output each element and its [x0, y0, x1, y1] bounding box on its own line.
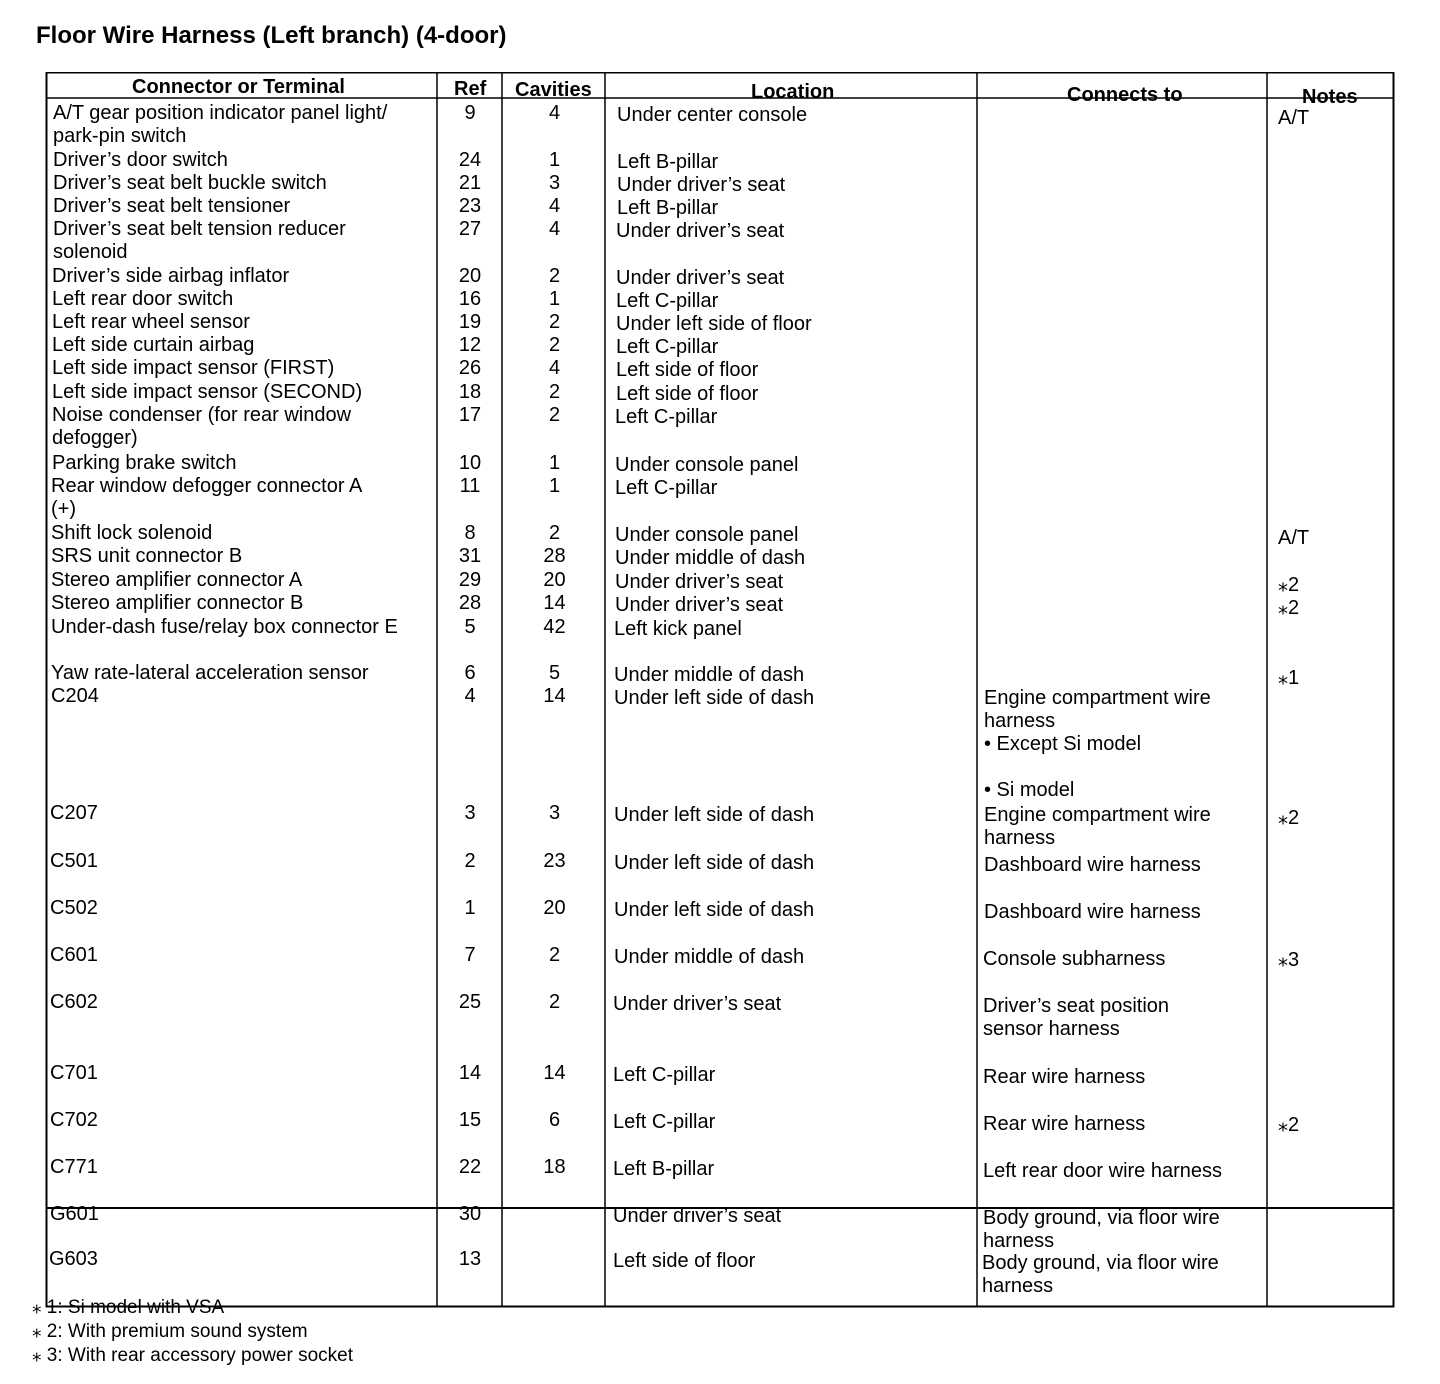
ref-cell: 8 — [464, 522, 476, 544]
connector-cell: Yaw rate-lateral acceleration sensor — [51, 662, 369, 684]
location-cell: Left C-pillar — [615, 406, 718, 428]
connector-cell: Left side impact sensor (FIRST) — [52, 357, 335, 379]
ref-cell: 11 — [459, 475, 481, 497]
ref-cell: 31 — [458, 545, 482, 567]
cavities-cell: 2 — [548, 991, 561, 1013]
location-cell: Left side of floor — [616, 359, 759, 381]
ref-cell: 9 — [464, 102, 476, 124]
connects-to-cell: sensor harness — [983, 1018, 1120, 1040]
location-cell: Left C-pillar — [615, 477, 718, 499]
connector-cell: Driver’s seat belt tension reducer — [53, 218, 346, 240]
cavities-cell: 4 — [548, 102, 561, 124]
ref-cell: 15 — [458, 1109, 482, 1131]
location-cell: Left kick panel — [614, 618, 742, 640]
location-cell: Left C-pillar — [616, 336, 719, 358]
connector-cell: C204 — [51, 685, 99, 707]
location-cell: Under center console — [617, 104, 808, 126]
location-cell: Left side of floor — [613, 1250, 756, 1272]
header-location: Location — [751, 81, 835, 103]
cavities-cell: 3 — [548, 802, 561, 824]
cavities-cell: 1 — [548, 288, 561, 310]
ref-cell: 1 — [464, 897, 476, 919]
notes-cell: ⁎3 — [1278, 949, 1300, 971]
connector-cell: Driver’s door switch — [53, 149, 228, 171]
header-connects-to: Connects to — [1067, 84, 1183, 106]
location-cell: Under driver’s seat — [615, 594, 784, 616]
cavities-cell: 2 — [548, 944, 561, 966]
connector-cell: C207 — [50, 802, 98, 824]
connects-to-cell: Rear wire harness — [983, 1113, 1146, 1135]
ref-cell: 4 — [464, 685, 476, 707]
connector-cell: G603 — [49, 1248, 98, 1270]
location-cell: Under driver’s seat — [616, 220, 785, 242]
connector-cell: C602 — [50, 991, 98, 1013]
ref-cell: 29 — [458, 569, 482, 591]
location-cell: Under driver’s seat — [616, 267, 785, 289]
ref-cell: 6 — [464, 662, 476, 684]
footnotes — [32, 1296, 353, 1368]
cavities-cell: 18 — [543, 1156, 566, 1178]
connector-cell: Stereo amplifier connector A — [51, 569, 303, 591]
notes-cell: ⁎2 — [1278, 574, 1300, 596]
cavities-cell: 1 — [548, 475, 561, 497]
notes-cell: ⁎2 — [1278, 597, 1300, 619]
cavities-cell: 42 — [543, 616, 566, 638]
ref-cell: 5 — [464, 616, 476, 638]
cavities-cell: 2 — [548, 311, 561, 333]
cavities-cell: 14 — [543, 592, 566, 614]
ref-cell: 24 — [458, 149, 482, 171]
connector-cell: Shift lock solenoid — [51, 522, 213, 544]
cavities-cell: 1 — [548, 452, 561, 474]
location-cell: Under middle of dash — [614, 946, 805, 968]
location-cell: Under driver’s seat — [615, 571, 784, 593]
connector-cell: C701 — [50, 1062, 98, 1084]
cavities-cell: 2 — [548, 334, 561, 356]
connector-cell: SRS unit connector B — [51, 545, 243, 567]
connects-to-cell: Engine compartment wire — [984, 687, 1211, 709]
header-notes: Notes — [1302, 86, 1358, 108]
location-cell: Under left side of floor — [616, 313, 812, 335]
ref-cell: 13 — [458, 1248, 482, 1270]
connects-to-cell: Engine compartment wire — [984, 804, 1211, 826]
connector-cell: Driver’s seat belt buckle switch — [53, 172, 327, 194]
location-cell: Under middle of dash — [615, 547, 806, 569]
ref-cell: 21 — [458, 172, 482, 194]
ref-cell: 17 — [458, 404, 482, 426]
location-cell: Under left side of dash — [614, 687, 815, 709]
cavities-cell: 28 — [543, 545, 566, 567]
header-connector: Connector or Terminal — [132, 76, 345, 98]
cavities-cell: 20 — [543, 569, 566, 591]
location-cell: Under driver’s seat — [613, 993, 782, 1015]
header-cavities: Cavities — [515, 79, 592, 101]
ref-cell: 23 — [458, 195, 482, 217]
connector-cell: Under-dash fuse/relay box connector E — [51, 616, 398, 638]
location-cell: Under left side of dash — [614, 852, 815, 874]
cavities-cell: 3 — [548, 172, 561, 194]
cavities-cell: 20 — [543, 897, 566, 919]
location-cell: Left C-pillar — [613, 1111, 716, 1133]
connector-cell: Left rear door switch — [52, 288, 234, 310]
cavities-cell: 4 — [548, 218, 561, 240]
cavities-cell: 2 — [548, 265, 561, 287]
notes-cell: ⁎2 — [1278, 807, 1300, 829]
connector-cell: Left rear wheel sensor — [52, 311, 250, 333]
connects-to-cell: Console subharness — [983, 948, 1166, 970]
location-cell: Under middle of dash — [614, 664, 805, 686]
ref-cell: 14 — [458, 1062, 482, 1084]
cavities-cell: 14 — [543, 685, 566, 707]
connector-cell: C771 — [50, 1156, 98, 1178]
connects-to-cell: harness — [982, 1275, 1054, 1297]
connector-cell: Noise condenser (for rear window — [52, 404, 352, 426]
connects-to-cell: Left rear door wire harness — [983, 1160, 1223, 1182]
cavities-cell: 2 — [548, 404, 561, 426]
connects-to-cell: Dashboard wire harness — [984, 901, 1201, 923]
connects-to-cell: Driver’s seat position — [983, 995, 1170, 1017]
notes-cell: A/T — [1278, 527, 1310, 549]
connector-cell: Rear window defogger connector A — [51, 475, 363, 497]
cavities-cell: 6 — [548, 1109, 561, 1131]
connector-cell: Driver’s side airbag inflator — [52, 265, 290, 287]
ref-cell: 27 — [458, 218, 482, 240]
page-title: Floor Wire Harness (Left branch) (4-door) — [36, 22, 507, 49]
location-cell: Left side of floor — [616, 383, 759, 405]
connects-to-cell: Rear wire harness — [983, 1066, 1146, 1088]
cavities-cell: 1 — [548, 149, 561, 171]
cavities-cell: 2 — [548, 381, 561, 403]
cavities-cell: 2 — [548, 522, 561, 544]
location-cell: Left B-pillar — [617, 151, 719, 173]
connects-to-cell: • Except Si model — [984, 733, 1142, 755]
ref-cell: 18 — [458, 381, 482, 403]
connector-cell: park-pin switch — [53, 125, 187, 147]
ref-cell: 20 — [458, 265, 482, 287]
ref-cell: 28 — [458, 592, 482, 614]
ref-cell: 19 — [458, 311, 482, 333]
connector-cell: A/T gear position indicator panel light/ — [53, 102, 388, 124]
cavities-cell: 23 — [543, 850, 566, 872]
connector-cell: C501 — [50, 850, 98, 872]
cavities-cell: 14 — [543, 1062, 566, 1084]
connector-cell: solenoid — [53, 241, 128, 263]
cavities-cell: 4 — [548, 357, 561, 379]
connects-to-cell: harness — [984, 710, 1056, 732]
footnote: ⁎ 2: With premium sound system — [32, 1321, 308, 1342]
location-cell: Under left side of dash — [614, 804, 815, 826]
connects-to-cell: harness — [983, 1230, 1055, 1252]
ref-cell: 12 — [458, 334, 482, 356]
connector-cell: defogger) — [52, 427, 138, 449]
cavities-cell: 4 — [548, 195, 561, 217]
ref-cell: 16 — [458, 288, 482, 310]
ref-cell: 7 — [464, 944, 476, 966]
location-cell: Under left side of dash — [614, 899, 815, 921]
footnote: ⁎ 1: Si model with VSA — [32, 1297, 225, 1318]
location-cell: Left C-pillar — [613, 1064, 716, 1086]
ref-cell: 30 — [458, 1203, 482, 1225]
location-cell: Left B-pillar — [613, 1158, 715, 1180]
harness-table — [37, 72, 1395, 1308]
ref-cell: 10 — [458, 452, 482, 474]
connector-cell: C601 — [50, 944, 98, 966]
connects-to-cell: • Si model — [984, 779, 1075, 801]
location-cell: Under console panel — [615, 524, 799, 546]
location-cell: Under driver’s seat — [613, 1205, 782, 1227]
connector-cell: C702 — [50, 1109, 98, 1131]
connector-cell: C502 — [50, 897, 98, 919]
connects-to-cell: Body ground, via floor wire — [983, 1207, 1220, 1229]
notes-cell: ⁎2 — [1278, 1114, 1300, 1136]
connects-to-cell: Body ground, via floor wire — [982, 1252, 1219, 1274]
notes-cell: ⁎1 — [1278, 667, 1300, 689]
connector-cell: Stereo amplifier connector B — [51, 592, 304, 614]
location-cell: Under driver’s seat — [617, 174, 786, 196]
connector-cell: Driver’s seat belt tensioner — [53, 195, 291, 217]
ref-cell: 3 — [464, 802, 476, 824]
location-cell: Left C-pillar — [616, 290, 719, 312]
header-ref: Ref — [454, 78, 487, 100]
location-cell: Under console panel — [615, 454, 799, 476]
connector-cell: Parking brake switch — [52, 452, 237, 474]
connector-cell: G601 — [50, 1203, 99, 1225]
connector-cell: Left side curtain airbag — [52, 334, 255, 356]
ref-cell: 26 — [458, 357, 482, 379]
notes-cell: A/T — [1278, 107, 1310, 129]
connector-cell: (+) — [51, 498, 76, 520]
ref-cell: 22 — [458, 1156, 482, 1178]
connector-cell: Left side impact sensor (SECOND) — [52, 381, 363, 403]
connects-to-cell: harness — [984, 827, 1056, 849]
cavities-cell: 5 — [548, 662, 561, 684]
connects-to-cell: Dashboard wire harness — [984, 854, 1201, 876]
footnote: ⁎ 3: With rear accessory power socket — [32, 1345, 353, 1366]
location-cell: Left B-pillar — [617, 197, 719, 219]
ref-cell: 25 — [458, 991, 482, 1013]
ref-cell: 2 — [464, 850, 476, 872]
